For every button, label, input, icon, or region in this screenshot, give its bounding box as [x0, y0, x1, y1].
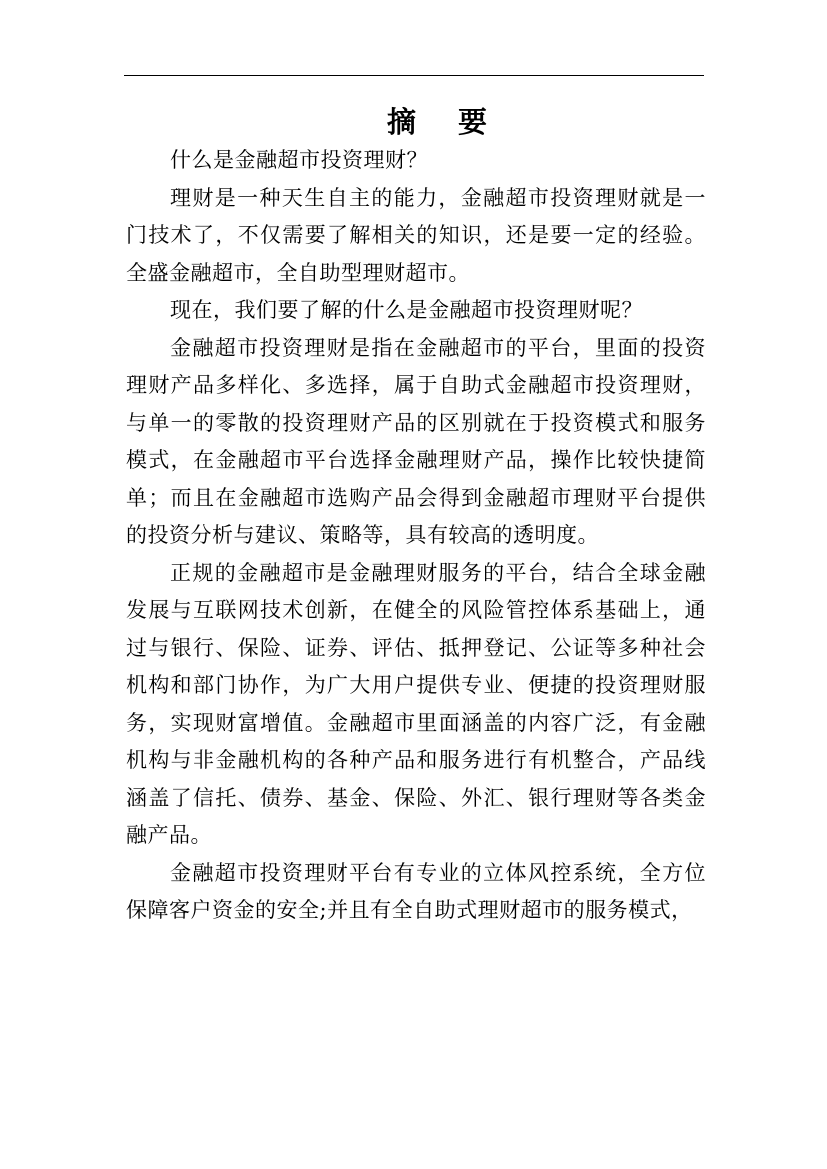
document-body	[126, 142, 706, 930]
page-title: 摘 要	[386, 105, 504, 139]
paragraph-4: 金融超市投资理财是指在金融超市的平台，里面的投资理财产品多样化、多选择，属于自助式金融超市投资理财，与单一的零散的投资理财产品的区别就在于投资模式和服务模式，在金融超市平台选择金融理财产品，操作比较快捷简单；而且在金融超市选购产品会得到金融超市理财平台提供的投资分析与建议、策略等，具有较高的透明度。	[126, 335, 706, 547]
paragraph-2: 理财是一种天生自主的能力，金融超市投资理财就是一门技术了，不仅需要了解相关的知识，还是要一定的经验。全盛金融超市，全自助型理财超市。	[126, 185, 706, 285]
paragraph-3: 现在，我们要了解的什么是金融超市投资理财呢？	[170, 298, 643, 322]
header-rule	[124, 75, 704, 76]
paragraph-1: 什么是金融超市投资理财？	[170, 148, 428, 172]
paragraph-6: 金融超市投资理财平台有专业的立体风控系统，全方位保障客户资金的安全;并且有全自助式理财超市的服务模式，	[126, 860, 706, 922]
paragraph-5: 正规的金融超市是金融理财服务的平台，结合全球金融发展与互联网技术创新，在健全的风险管控体系基础上，通过与银行、保险、证券、评估、抵押登记、公证等多种社会机构和部门协作，为广大用户提供专业、便捷的投资理财服务，实现财富增值。金融超市里面涵盖的内容广泛，有金融机构与非金融机构的各种产品和服务进行有机整合，产品线涵盖了信托、债券、基金、保险、外汇、银行理财等各类金融产品。	[126, 560, 706, 847]
